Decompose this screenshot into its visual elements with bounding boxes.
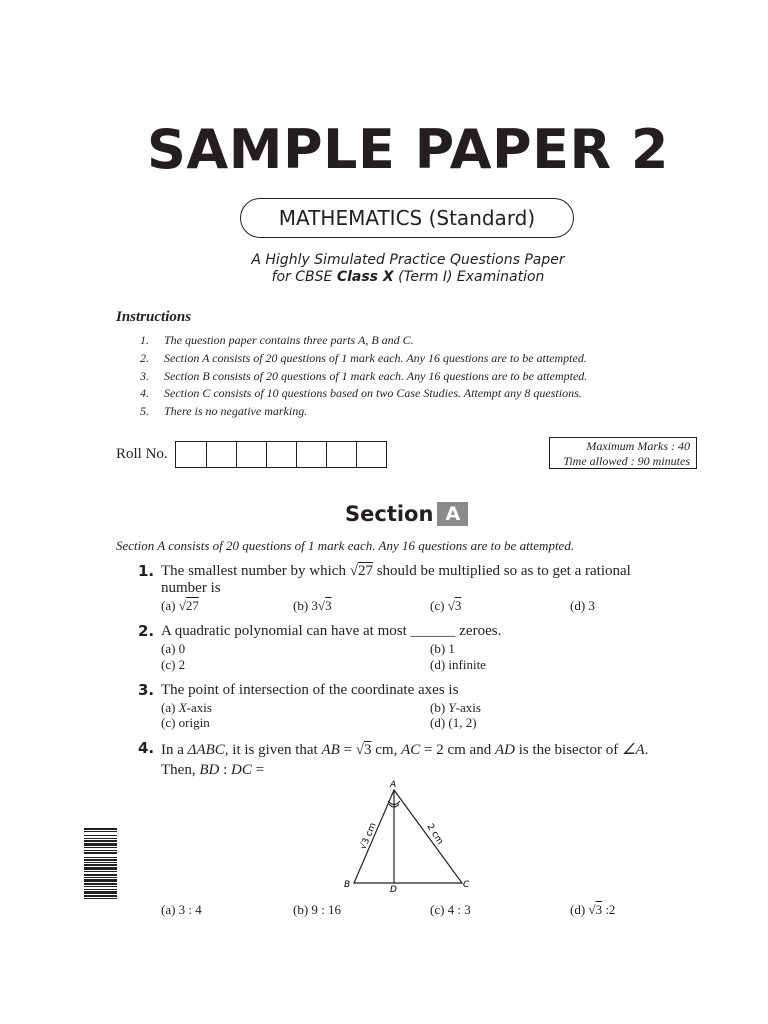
q1-text-post: should be multiplied so as to get a rational (372, 563, 631, 579)
barcode-bar (84, 867, 117, 870)
subject-label: MATHEMATICS (Standard) (278, 206, 536, 230)
max-marks: Maximum Marks : 40 (586, 439, 690, 453)
triangle-figure (330, 776, 490, 896)
option-var: Y (448, 700, 456, 715)
question-text: The smallest number by which √27 should be multiplied so as to get a rational (161, 563, 631, 579)
section-letter-badge: A (437, 502, 468, 526)
option-c[interactable]: (c) 2 (161, 657, 186, 672)
question-text: The point of intersection of the coordinate axes is (161, 682, 459, 698)
barcode-bar (84, 840, 117, 842)
q4-seg: = (251, 762, 265, 778)
barcode-bar (84, 879, 117, 882)
roll-digit-box[interactable] (356, 442, 386, 467)
option-a[interactable]: (a) 3 : 4 (161, 902, 202, 917)
tagline-line2 (0, 269, 768, 285)
roll-digit-box[interactable] (266, 442, 296, 467)
option-c[interactable]: (c) √3 (430, 598, 462, 613)
tagline-post: (Term I) Examination (393, 269, 545, 285)
option-var: X (178, 700, 187, 715)
q4-var: AD (494, 742, 515, 758)
barcode-bar (84, 835, 117, 836)
instruction-text: Section A consists of 20 questions of 1 mark each. Any 16 questions are to be attempted. (164, 350, 587, 365)
q4-triangle: ΔABC (187, 742, 225, 758)
option-label: (c) (430, 598, 448, 613)
option-label: (a) (161, 598, 179, 613)
question-text: In a ΔABC, it is given that AB = √3 cm, AC = 2 cm and AD is the bisector of ∠A. (161, 742, 649, 758)
barcode-bar (84, 828, 117, 830)
roll-digit-box[interactable] (206, 442, 236, 467)
q4-seg: , it is given that (224, 742, 322, 758)
option-radicand: 3 (454, 598, 462, 613)
instructions-heading: Instructions (116, 309, 192, 325)
option-d[interactable]: (d) √3 :2 (570, 902, 616, 917)
side-ab-label: √3 cm (358, 821, 379, 852)
option-label: (d) (570, 902, 589, 917)
page-title: SAMPLE PAPER 2 (147, 118, 669, 181)
question-text-line2 (161, 762, 264, 779)
instruction-num: 4. (140, 386, 149, 401)
question-text: A quadratic polynomial can have at most ______ zeroes. (161, 623, 502, 639)
option-c[interactable]: (c) 4 : 3 (430, 902, 471, 917)
barcode-bar (84, 889, 117, 890)
q4-seg: In a (161, 742, 188, 758)
barcode-bar (84, 874, 117, 876)
q4-seg: = (339, 742, 356, 758)
instruction-num: 2. (140, 350, 149, 365)
instruction-num: 3. (140, 368, 149, 383)
option-rest: :2 (602, 902, 616, 917)
option-d[interactable]: (d) infinite (430, 657, 486, 672)
barcode-bar (84, 838, 117, 839)
option-d[interactable]: (d) 3 (570, 598, 595, 613)
barcode-bar (84, 831, 117, 832)
q4-var: AB (321, 742, 340, 758)
barcode-bar (84, 862, 117, 863)
barcode-bar (84, 847, 117, 848)
section-word: Section (345, 502, 434, 526)
vertex-label-c: C (463, 880, 470, 890)
option-label: (b) (430, 700, 449, 715)
vertex-label-a: A (390, 780, 397, 790)
barcode-bar (84, 886, 117, 887)
q4-seg: is the bisector of (514, 742, 623, 758)
q4-var: AC (401, 742, 421, 758)
section-note: Section A consists of 20 questions of 1 mark each. Any 16 questions are to be attempted. (116, 538, 575, 553)
barcode-bar (84, 843, 117, 846)
barcode-bar (84, 857, 117, 858)
question-number: 2. (138, 622, 155, 640)
instruction-num: 5. (140, 404, 149, 419)
option-b[interactable] (430, 700, 481, 716)
instruction-item (140, 385, 587, 403)
barcode-bar (84, 898, 117, 899)
option-radicand: 3 (595, 902, 603, 917)
option-radicand: 27 (185, 598, 199, 613)
vertex-label-d: D (390, 885, 397, 895)
option-a[interactable]: (a) 0 (161, 641, 186, 656)
instruction-text: There is no negative marking. (164, 404, 308, 419)
barcode-bar (84, 895, 117, 897)
q1-text-pre: The smallest number by which (161, 563, 350, 579)
question-number: 4. (138, 739, 155, 757)
barcode-bar (84, 859, 117, 861)
time-allowed: Time allowed : 90 minutes (563, 454, 690, 468)
q4-var: DC (231, 762, 252, 778)
question-text-line2: number is (161, 580, 221, 596)
q4-var: BD (199, 762, 220, 778)
barcode-bar (84, 877, 117, 878)
option-label: (a) (161, 700, 179, 715)
instruction-text: Section C consists of 10 questions based on two Case Studies. Attempt any 8 questions. (164, 386, 582, 401)
option-radicand: 3 (325, 598, 332, 613)
option-a[interactable]: (a) √27 (161, 598, 199, 613)
tagline-pre: for CBSE (271, 269, 337, 285)
section-heading (345, 502, 468, 526)
tagline-class: Class X (336, 269, 394, 285)
roll-digit-box[interactable] (296, 442, 326, 467)
option-b[interactable]: (b) 9 : 16 (293, 902, 342, 917)
q4-seg: = 2 cm and (420, 742, 495, 758)
barcode-bar (84, 864, 117, 866)
option-a[interactable] (161, 700, 212, 716)
option-rest: -axis (186, 700, 212, 715)
vertex-label-b: B (344, 880, 351, 890)
q1-radicand: 27 (357, 563, 373, 579)
roll-digit-box[interactable] (326, 442, 356, 467)
q4-seg: cm, (371, 742, 402, 758)
q4-seg: Then, (161, 762, 200, 778)
instruction-item (140, 368, 587, 386)
question-number: 3. (138, 681, 155, 699)
q4-angle: ∠A (622, 742, 645, 758)
marks-time-box (549, 437, 697, 469)
roll-digit-box[interactable] (176, 442, 206, 467)
instruction-num: 1. (140, 333, 149, 347)
question-number: 1. (138, 562, 155, 580)
q4-seg: . (644, 742, 649, 758)
instruction-item (140, 350, 587, 368)
side-ac-label: 2 cm (424, 822, 445, 847)
option-b[interactable]: (b) 3√3 (293, 598, 332, 613)
option-b[interactable]: (b) 1 (430, 641, 455, 656)
roll-number-boxes (175, 441, 387, 468)
subject-pill (240, 198, 574, 238)
barcode-bar (84, 891, 117, 894)
instruction-text: Section B consists of 20 questions of 1 mark each. Any 16 questions are to be attempted. (164, 368, 588, 383)
barcode-bar (84, 850, 117, 851)
instructions-list (140, 332, 587, 421)
option-d[interactable]: (d) (1, 2) (430, 715, 477, 730)
roll-digit-box[interactable] (236, 442, 266, 467)
q4-radicand: 3 (364, 742, 372, 758)
barcode-bar (84, 852, 117, 854)
instruction-text: The question paper contains three parts A, B and C. (164, 333, 414, 347)
roll-number-label: Roll No. (116, 446, 168, 462)
barcode-bar (84, 883, 117, 885)
q4-seg: : (219, 762, 231, 778)
option-rest: -axis (455, 700, 481, 715)
tagline-line1: A Highly Simulated Practice Questions Paper (251, 252, 565, 268)
barcode-bar (84, 871, 117, 872)
barcode-image (84, 828, 117, 944)
option-label: (b) 3 (293, 598, 318, 613)
option-c[interactable]: (c) origin (161, 715, 210, 730)
instruction-item (140, 332, 587, 350)
instruction-item (140, 403, 587, 421)
